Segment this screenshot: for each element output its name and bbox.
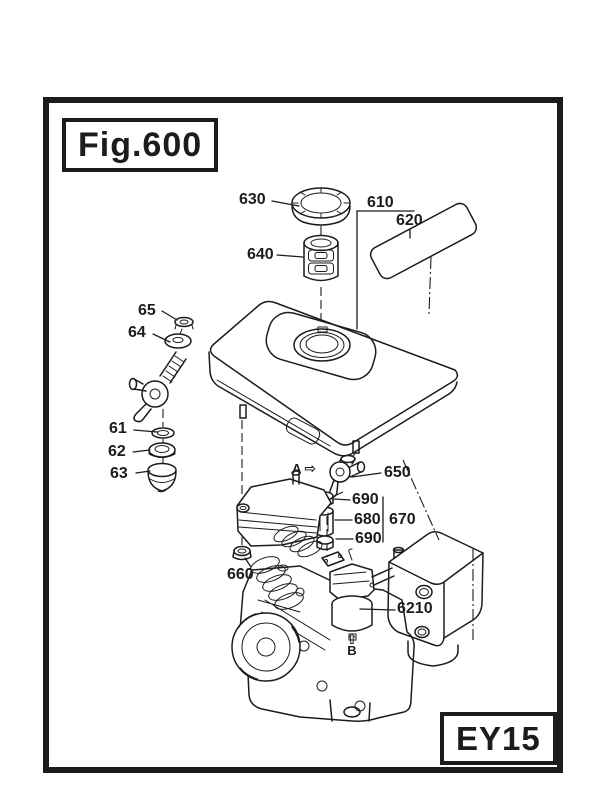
part-label-630: 630 — [239, 191, 266, 208]
fuel-tank-drawing — [209, 302, 457, 456]
view-marker-b — [343, 633, 361, 657]
part-label-670: 670 — [389, 511, 416, 528]
part-label-680: 680 — [354, 511, 381, 528]
part-label-61: 61 — [109, 420, 127, 437]
part-label-62: 62 — [108, 443, 126, 460]
part-label-65: 65 — [138, 302, 156, 319]
label-decal-drawing — [368, 201, 479, 282]
figure-number-badge: Fig.600 — [62, 118, 218, 172]
up-arrow-icon: ⇧ — [346, 631, 358, 647]
fuel-strainer-stack-drawing — [130, 318, 194, 492]
view-marker-a — [292, 461, 316, 475]
part-label-63: 63 — [110, 465, 128, 482]
right-arrow-icon: ⇨ — [304, 460, 317, 476]
part-label-6210: 6210 — [397, 600, 433, 617]
engine-assembly-drawing — [232, 471, 483, 721]
part-label-620: 620 — [396, 212, 423, 229]
view-a-letter: A — [292, 460, 302, 476]
engine-model-badge: EY15 — [440, 712, 557, 765]
fuel-filter-drawing — [304, 236, 338, 281]
part-label-650: 650 — [384, 464, 411, 481]
part-label-690-bottom: 690 — [355, 530, 382, 547]
part-label-610: 610 — [367, 194, 394, 211]
view-b-letter: B — [347, 643, 357, 658]
part-label-660: 660 — [227, 566, 254, 583]
part-label-690-top: 690 — [352, 491, 379, 508]
part-label-64: 64 — [128, 324, 146, 341]
part-label-640: 640 — [247, 246, 274, 263]
fuel-cap-drawing — [292, 188, 350, 225]
